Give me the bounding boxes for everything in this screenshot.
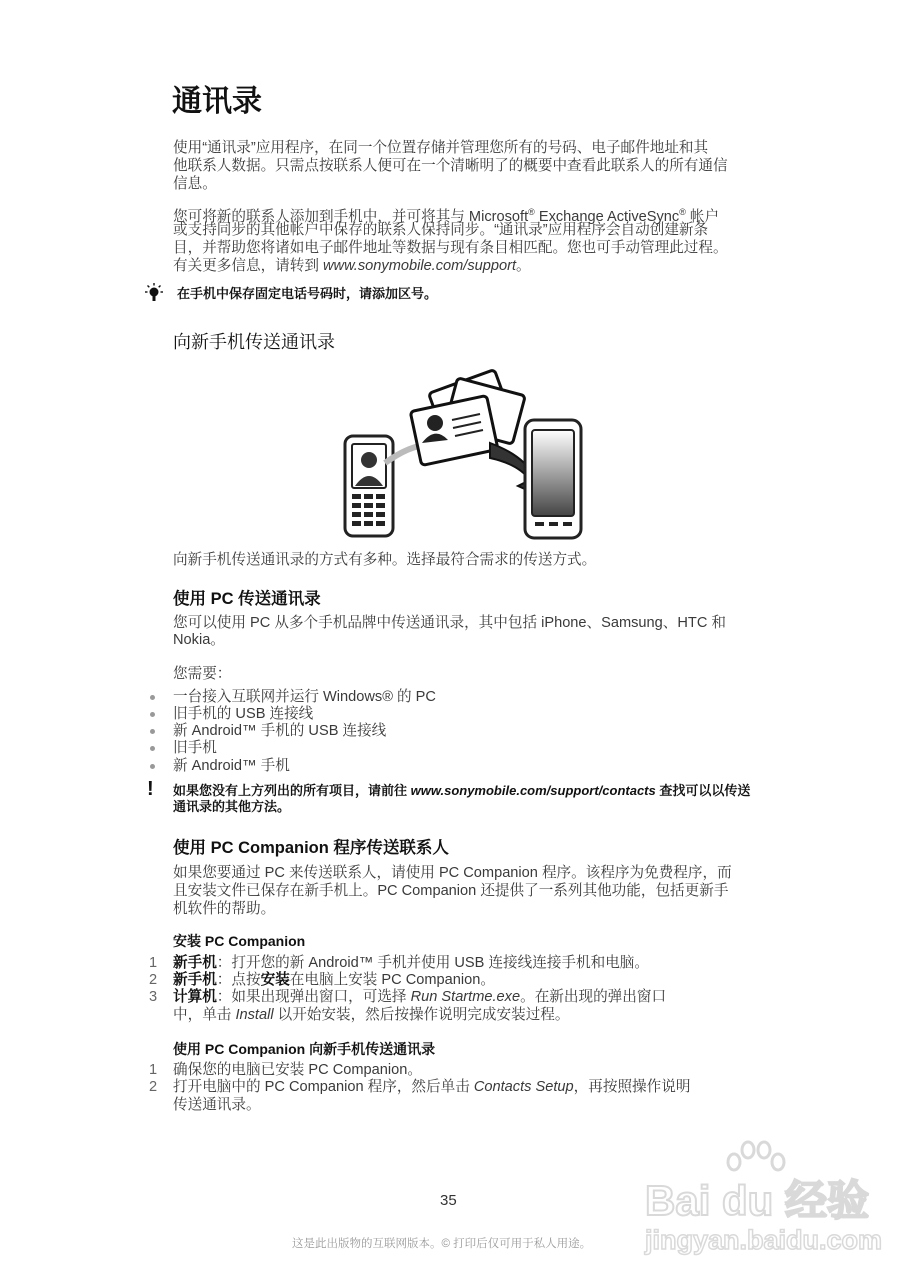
text: 查找可以以传送 (655, 783, 751, 798)
text: 如果您没有上方列出的所有项目，请前往 (173, 783, 411, 798)
step-label: 计算机 (173, 989, 217, 1005)
text: 您可将新的联系人添加到手机中，并可将其与 Microsoft (173, 208, 529, 225)
transfer-steps-heading: 使用 PC Companion 向新手机传送通讯录 (173, 1041, 436, 1057)
warning-exclamation-icon: ! (147, 778, 154, 800)
watermark-url: jingyan.baidu.com (645, 1225, 883, 1255)
text: ，再按照操作说明 (573, 1079, 691, 1095)
text: Run Startme.exe (410, 989, 521, 1005)
text-line: 信息。 (173, 176, 217, 192)
list-item: 新 Android™ 手机 (173, 758, 290, 774)
list-item: 旧手机的 USB 连接线 (173, 706, 314, 722)
warning-text (173, 782, 750, 800)
text: Install (235, 1007, 274, 1023)
install-heading: 安装 PC Companion (173, 933, 306, 949)
section-heading-companion: 使用 PC Companion 程序传送联系人 (173, 839, 449, 857)
bullet-icon (150, 729, 155, 734)
requirements-label: 您需要： (173, 666, 232, 682)
text-line: 您可以使用 PC 从多个手机品牌中传送通讯录，其中包括 iPhone、Samsung、HTC 和 (173, 615, 727, 631)
step-number: 1 (149, 955, 158, 971)
contacts-transfer-illustration (340, 368, 590, 543)
step-label: 新手机 (173, 972, 217, 988)
section-heading-pc-transfer: 使用 PC 传送通讯录 (173, 590, 321, 608)
text: 帐户 (685, 208, 720, 225)
text-line: 或支持同步的其他帐户中保存的联系人保持同步。“通讯录”应用程序会自动创建新条 (173, 222, 709, 238)
text: 以开始安装，然后按操作说明完成安装过程。 (273, 1007, 570, 1023)
bullet-icon (150, 712, 155, 717)
text: 。 (516, 258, 531, 274)
support-link[interactable]: www.sonymobile.com/support (323, 258, 517, 274)
text-line (173, 258, 531, 276)
lightbulb-tip-icon (143, 282, 165, 304)
list-item: 旧手机 (173, 740, 217, 756)
step-number: 2 (149, 972, 158, 988)
step-item: 确保您的电脑已安装 PC Companion。 (173, 1062, 422, 1078)
text-line: 他联系人数据。只需点按联系人便可在一个清晰明了的概要中查看此联系人的所有通信 (173, 158, 728, 174)
text-line: 机软件的帮助。 (173, 901, 276, 917)
registered-mark: ® (679, 207, 686, 217)
text: 有关更多信息，请转到 (173, 258, 323, 274)
text-line: 且安装文件已保存在新手机上。PC Companion 还提供了一系列其他功能，包括更新手 (173, 883, 729, 899)
page-title: 通讯录 (172, 85, 262, 118)
bullet-icon (150, 746, 155, 751)
bullet-icon (150, 764, 155, 769)
text: Contacts Setup (473, 1079, 574, 1095)
text-line: Nokia。 (173, 632, 225, 648)
text-line: 如果您要通过 PC 来传送联系人，请使用 PC Companion 程序。该程序为免费程序，而 (173, 865, 732, 881)
list-item: 新 Android™ 手机的 USB 连接线 (173, 723, 387, 739)
text: 安装 (260, 972, 290, 988)
text: 打开电脑中的 PC Companion 程序，然后单击 (173, 1079, 474, 1095)
watermark-brand: Bai du 经验 (645, 1177, 870, 1224)
tip-text: 在手机中保存固定电话号码时，请添加区号。 (177, 286, 438, 301)
page-number: 35 (440, 1192, 457, 1209)
bullet-icon (150, 695, 155, 700)
text: Exchange ActiveSync (534, 208, 680, 225)
new-phone (525, 420, 581, 538)
transfer-caption: 向新手机传送通讯录的方式有多种。选择最符合需求的传送方式。 (173, 552, 597, 568)
section-heading-transfer: 向新手机传送通讯录 (173, 332, 335, 352)
text-line: 目，并帮助您将诸如电子邮件地址等数据与现有条目相匹配。您也可手动管理此过程。 (173, 240, 728, 256)
text: ：打开您的新 Android™ 手机并使用 USB 连接线连接手机和电脑。 (216, 955, 649, 971)
step-number: 2 (149, 1079, 158, 1095)
text-line: 使用“通讯录”应用程序，在同一个位置存储并管理您所有的号码、电子邮件地址和其 (173, 140, 709, 156)
footer-notice: 这是此出版物的互联网版本。© 打印后仅可用于私人用途。 (292, 1238, 592, 1250)
list-item: 一台接入互联网并运行 Windows® 的 PC (173, 689, 436, 705)
step-number: 1 (149, 1062, 158, 1078)
step-label: 新手机 (173, 955, 217, 971)
step-number: 3 (149, 989, 158, 1005)
step-item (173, 989, 666, 1007)
registered-mark: ® (528, 207, 535, 217)
contacts-support-link[interactable]: www.sonymobile.com/support/contacts (410, 783, 656, 798)
text: 中，单击 (173, 1007, 236, 1023)
step-item (173, 955, 649, 973)
step-item (173, 1079, 690, 1097)
text: 。在新出现的弹出窗口 (520, 989, 667, 1005)
warning-text-line2: 通讯录的其他方法。 (173, 799, 291, 814)
text: ：如果出现弹出窗口，可选择 (216, 989, 411, 1005)
text: 在电脑上安装 PC Companion。 (289, 972, 495, 988)
baidu-watermark (640, 1140, 900, 1280)
step-item-continued: 传送通讯录。 (173, 1097, 261, 1113)
step-item-continued (173, 1007, 570, 1025)
step-item (173, 972, 495, 990)
text: ：点按 (216, 972, 261, 988)
